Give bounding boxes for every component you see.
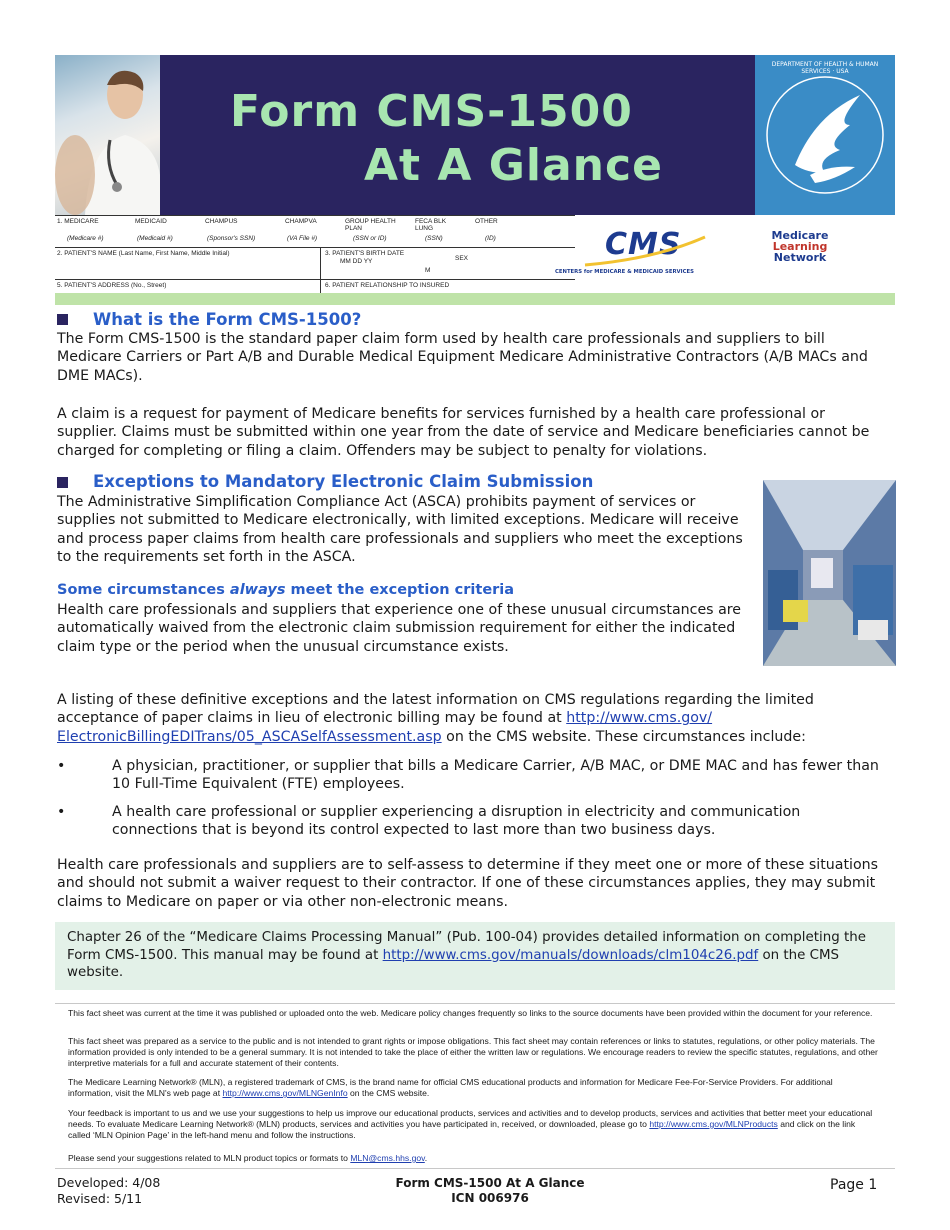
subheading-part1: Some circumstances	[57, 582, 230, 598]
p3-text-post: on the CMS website. These circumstances include:	[441, 728, 806, 745]
disclaimer-3	[68, 1077, 878, 1099]
doctor-photo	[55, 55, 160, 215]
cms-logo	[555, 225, 725, 285]
form-excerpt	[55, 215, 895, 293]
subheading-always	[57, 582, 514, 598]
section1-paragraph-1: The Form CMS-1500 is the standard paper claim form used by health care professionals and suppliers to bill Medicare Carriers or Part A/B and Durable Medical Equipment Medicare Administrative Contractors (A/B MACs and DME MACs).	[57, 331, 868, 384]
section-heading-exceptions: Exceptions to Mandatory Electronic Claim Submission	[93, 472, 594, 491]
form-patient-name: 2. PATIENT'S NAME (Last Name, First Name, Middle Initial)	[57, 250, 230, 257]
disclaimer-4-pre: Your feedback is important to us and we use your suggestions to help us improve our educational products, services and activities and to develop products, services and activities that better meet your educational needs. To evaluate Medicare Learning Network® (MLN) products, services and activities you have participated in, received, or downloaded, please go to	[68, 1108, 873, 1129]
divider	[55, 1168, 895, 1169]
mln-logo-line2: Learning	[772, 240, 828, 253]
form-relationship: 6. PATIENT RELATIONSHIP TO INSURED	[325, 282, 450, 289]
callout-text-pre: Chapter 26 of the “Medicare Claims Processing Manual” (Pub. 100-04) provides detailed information on completing the Form CMS-1500. This manual may be found at	[67, 930, 866, 963]
disclaimer-4-post: and click on the link called ‘MLN Opinion Page’ in the left-hand menu and follow the instructions.	[68, 1119, 856, 1140]
disclaimer-1: This fact sheet was current at the time it was published or uploaded onto the web. Medicare policy changes frequently so links to the source documents have been provided within the document for your reference.	[68, 1008, 873, 1018]
developed-date: Developed: 4/08	[57, 1175, 161, 1190]
disclaimer-3-post: on the CMS website.	[347, 1088, 430, 1098]
page-title-line1: Form CMS-1500	[230, 86, 633, 137]
form-birth-date: 3. PATIENT'S BIRTH DATE	[325, 250, 405, 257]
bullet-marker: •	[57, 758, 66, 774]
form-sub-medicare: (Medicare #)	[67, 235, 104, 242]
section1-paragraph-2: A claim is a request for payment of Medicare benefits for services furnished by a health care professional or supplier. Claims must be submitted within one year from the date of service and Medicare beneficiaries cannot be charged for completing or filing a claim. Offenders may be subject to penalty for violations.	[57, 406, 870, 459]
mln-logo	[755, 230, 845, 288]
page-number: Page 1	[830, 1177, 878, 1193]
manual-link[interactable]: http://www.cms.gov/manuals/downloads/clm104c26.pdf	[382, 947, 759, 963]
form-sex-m: M	[425, 267, 431, 274]
form-label-medicare: 1. MEDICARE	[57, 218, 99, 225]
section2-paragraph-4: Health care professionals and suppliers are to self-assess to determine if they meet one or more of these situations and should not submit a waiver request to their contractor. If one of these circumstances applies, they may submit claims to Medicare on paper or via other non-electronic means.	[57, 857, 879, 910]
disclaimer-3-pre: The Medicare Learning Network® (MLN), a registered trademark of CMS, is the brand name for official CMS educational products and information for Medicare Fee-For-Service Providers. For additional information, visit the MLN's web page at	[68, 1077, 833, 1098]
hhs-seal-text: DEPARTMENT OF HEALTH & HUMAN SERVICES · USA	[771, 61, 879, 75]
mln-email-link[interactable]: MLN@cms.hhs.gov	[350, 1153, 425, 1163]
disclaimer-5-post: .	[424, 1153, 428, 1163]
form-sub-champus: (Sponsor's SSN)	[207, 235, 256, 242]
disclaimer-4	[68, 1108, 878, 1141]
form-label-champus: CHAMPUS	[205, 218, 238, 225]
form-sex: SEX	[455, 255, 469, 262]
form-label-feca: FECA BLK LUNG	[415, 218, 447, 232]
subheading-emphasis: always	[229, 582, 286, 598]
hospital-hallway-photo	[763, 480, 896, 666]
footer-doc-title: Form CMS-1500 At A Glance	[395, 1176, 585, 1190]
cms-logo-subtext: CENTERS for MEDICARE & MEDICAID SERVICES	[555, 269, 694, 275]
form-sub-medicaid: (Medicaid #)	[137, 235, 173, 242]
form-sub-feca: (SSN)	[425, 235, 443, 242]
section2-paragraph-1: The Administrative Simplification Compliance Act (ASCA) prohibits payment of services or supplies not submitted to Medicare electronically, with limited exceptions. Medicare will receive and process paper claims from health care professionals and suppliers who meet the exceptions to the requirements set forth in the ASCA.	[57, 494, 743, 566]
form-sub-group: (SSN or ID)	[353, 235, 387, 242]
revised-date: Revised: 5/11	[57, 1191, 143, 1206]
form-label-group: GROUP HEALTH PLAN	[345, 218, 396, 232]
disclaimer-5-pre: Please send your suggestions related to MLN product topics or formats to	[68, 1153, 351, 1163]
disclaimer-5	[68, 1153, 878, 1164]
form-mm-dd-yy: MM DD YY	[340, 258, 373, 265]
form-label-medicaid: MEDICAID	[135, 218, 167, 225]
callout-text-post: on the CMS website.	[67, 947, 840, 980]
form-label-other: OTHER	[475, 218, 498, 225]
section-heading-what-is: What is the Form CMS-1500?	[93, 310, 362, 329]
green-divider	[55, 293, 895, 305]
bullet-marker: •	[57, 804, 66, 820]
form-label-champva: CHAMPVA	[285, 218, 317, 225]
form-sub-other: (ID)	[485, 235, 496, 242]
disclaimer-2: This fact sheet was prepared as a service to the public and is not intended to grant rights or impose obligations. This fact sheet may contain references or links to statutes, regulations, or other policy materials. The information provided is only intended to be a general summary. It is not intended to take the place of either the written law or regulations. We encourage readers to review the specific statutes, regulations, and other interpretive materials for a full and accurate statement of their contents.	[68, 1036, 878, 1068]
p3-text-pre: A listing of these definitive exceptions and the latest information on CMS regulations regarding the limited acceptance of paper claims in lieu of electronic billing may be found at	[57, 692, 814, 727]
section2-paragraph-2: Health care professionals and suppliers that experience one of these unusual circumstances are automatically waived from the electronic claim submission requirement for either the indicated claim type or the period when the unusual circumstance exists.	[57, 602, 742, 655]
divider	[55, 1003, 895, 1004]
section-bullet-icon	[57, 477, 68, 488]
form-address: 5. PATIENT'S ADDRESS (No., Street)	[57, 282, 167, 289]
section-bullet-icon	[57, 314, 68, 325]
ascaselfassessment-link[interactable]: http://www.cms.gov/ ElectronicBillingEDITrans/05_ASCASelfAssessment.asp	[57, 710, 713, 745]
cms-logo-text: CMS	[605, 227, 682, 262]
mln-geninfo-link[interactable]: http://www.cms.gov/MLNGenInfo	[222, 1088, 348, 1098]
mln-logo-line1: Medicare	[771, 229, 829, 242]
mln-logo-line3: Network	[773, 251, 827, 264]
footer-icn: ICN 006976	[451, 1191, 529, 1205]
bullet-item-2: A health care professional or supplier experiencing a disruption in electricity and communication connections that is beyond its control expected to last more than two business days.	[112, 804, 801, 839]
section2-paragraph-3	[57, 691, 887, 746]
form-sub-champva: (VA File #)	[287, 235, 318, 242]
subheading-part2: meet the exception criteria	[285, 582, 515, 598]
hhs-seal	[755, 55, 895, 215]
page-title-line2: At A Glance	[364, 140, 663, 191]
callout-text	[67, 929, 882, 982]
bullet-item-1: A physician, practitioner, or supplier that bills a Medicare Carrier, A/B MAC, or DME MAC and has fewer than 10 Full-Time Equivalent (FTE) employees.	[112, 758, 879, 793]
mln-products-link[interactable]: http://www.cms.gov/MLNProducts	[649, 1119, 778, 1129]
